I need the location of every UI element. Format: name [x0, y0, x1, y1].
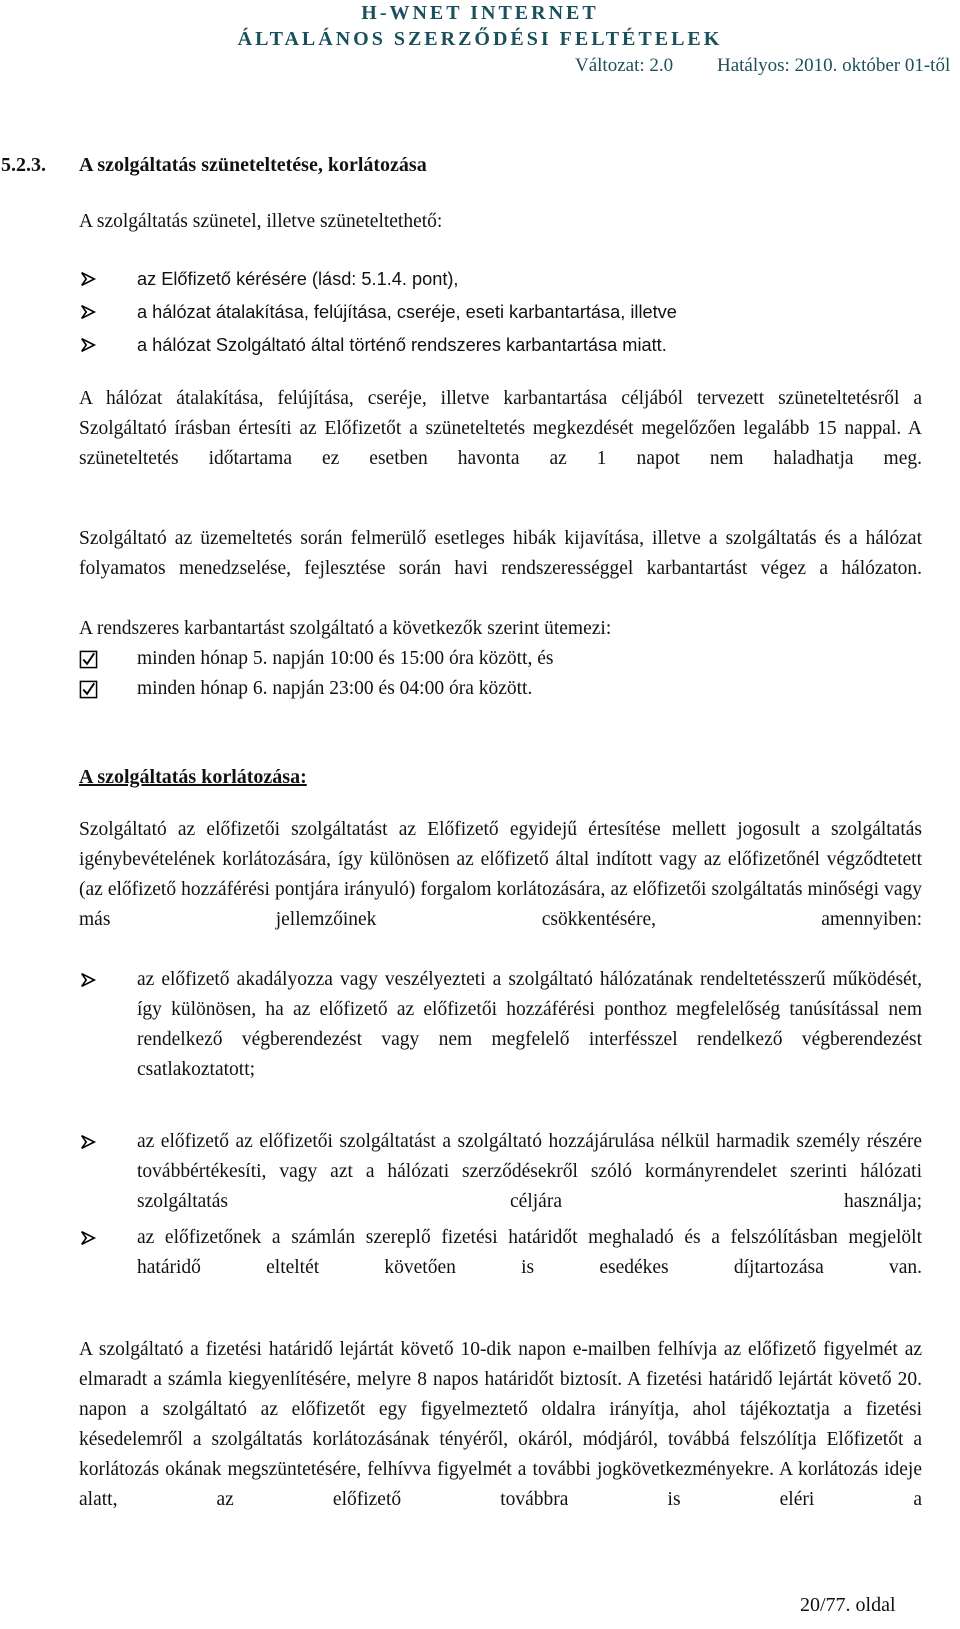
header-doc-title: ÁLTALÁNOS SZERZŐDÉSI FELTÉTELEK	[237, 28, 723, 50]
arrow-bullet-icon	[79, 1223, 99, 1253]
page-header	[0, 0, 960, 53]
arrow-bullet-icon	[79, 1127, 99, 1157]
arrow-bullet-icon	[79, 330, 99, 360]
arrow-bullet-icon	[79, 264, 99, 294]
paragraph-maintenance-notice: A hálózat átalakítása, felújítása, cseréje, illetve karbantartása céljából tervezett szüneteltetésről a Szolgáltató írásban értesíti az Előfizetőt a szüneteltetés megkezdését megelőzően legalább 15 nappal. A szüneteltetés időtartama ez esetben havonta az 1 napot nem haladhatja meg.	[79, 388, 922, 469]
section-title: A szolgáltatás szüneteltetése, korlátozása	[79, 154, 427, 176]
header-version: Változat: 2.0	[575, 55, 674, 76]
paragraph-schedule: A rendszeres karbantartást szolgáltató a következők szerint ütemezi:	[79, 618, 612, 639]
header-meta	[575, 55, 951, 77]
arrow-bullet-icon	[79, 965, 99, 995]
header-company: H-WNET INTERNET	[361, 2, 599, 24]
checkbox-checked-icon	[79, 674, 99, 704]
arrow-bullet-icon	[79, 297, 99, 327]
section-subtitle: A szolgáltatás szünetel, illetve szüneteltethető:	[79, 211, 443, 232]
paragraph-restriction: Szolgáltató az előfizetői szolgáltatást az Előfizető egyidejű értesítése mellett jogosult a szolgáltatás igénybevételének korlátozására, így különösen az előfizető által indított vagy az előfizetőnél végződtetett (az előfizető hozzáférési pontjára irányuló) forgalom korlátozására, az előfizetői szolgáltatás minőségi vagy más jellemzőinek csökkentésére, amennyiben:	[79, 819, 922, 930]
header-effective: Hatályos: 2010. október 01-től	[717, 55, 951, 76]
paragraph-late-payment: A szolgáltató a fizetési határidő lejártát követő 10-dik napon e-mailben felhívja az előfizető figyelmét az elmaradt a számla kiegyenlítésére, melyre 8 napos határidőt biztosít. A fizetési határidő lejártát követő 20. napon a szolgáltató az előfizetőt egy figyelmeztető oldalra irányítja, ahol tájékoztatja a fizetési késedelemről a szolgáltatás korlátozásának tényéről, okáról, módjáról, továbbá felszólítja Előfizetőt a korlátozás okának megszüntetésére, felhívva figyelmét a további jogkövetkezményekre. A korlátozás ideje alatt, az előfizető továbbra is eléri a	[79, 1339, 922, 1510]
page-number: 20/77. oldal	[800, 1594, 896, 1616]
paragraph-maintenance: Szolgáltató az üzemeltetés során felmerülő esetleges hibák kijavítása, illetve a szolgáltatás és a hálózat folyamatos menedzselése, fejlesztése során havi rendszerességgel karbantartást végez a hálózaton.	[79, 528, 922, 579]
section-number: 5.2.3.	[1, 154, 46, 176]
checkbox-checked-icon	[79, 644, 99, 674]
restriction-heading: A szolgáltatás korlátozása:	[79, 766, 307, 788]
section-heading	[1, 150, 922, 181]
